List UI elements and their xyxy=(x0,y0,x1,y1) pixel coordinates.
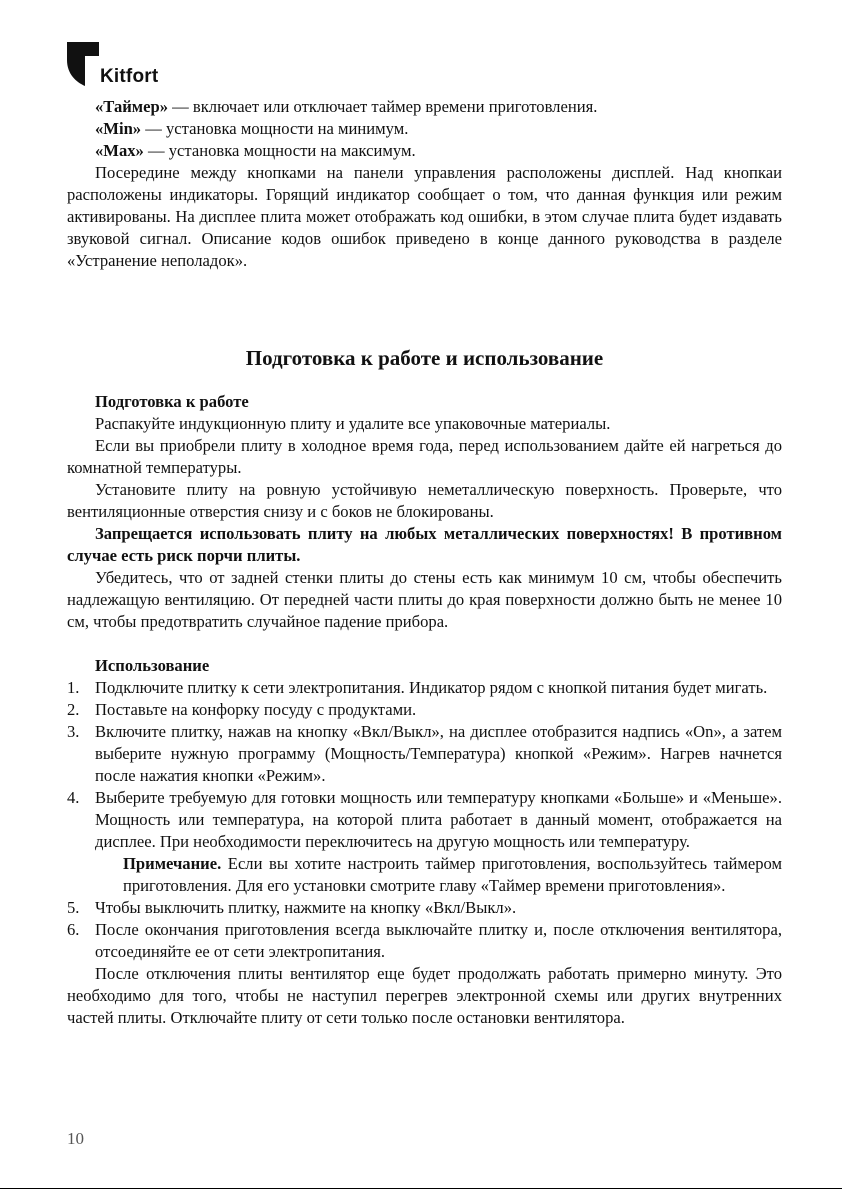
step-text: Чтобы выключить плитку, нажмите на кнопку «Вкл/Выкл». xyxy=(95,898,517,917)
note-text: Если вы хотите настроить таймер приготовления, воспользуйтесь таймером приготовления. Для его установки смотрите главу «Таймер времени приготовления». xyxy=(123,854,782,895)
step-item xyxy=(67,699,782,721)
step-item xyxy=(67,787,782,897)
min-term: «Min» xyxy=(95,119,142,138)
document-body xyxy=(67,96,782,1029)
step-number: 2. xyxy=(67,700,80,719)
max-term: «Max» xyxy=(95,141,144,160)
timer-term: «Таймер» xyxy=(95,97,169,116)
step-text: После окончания приготовления всегда выключайте плитку и, после отключения вентилятора, отсоединяйте ее от сети электропитания. xyxy=(95,920,782,961)
step-number: 6. xyxy=(67,920,80,939)
brand-mark-icon xyxy=(67,42,99,86)
min-text: — установка мощности на минимум. xyxy=(141,119,409,138)
min-line xyxy=(67,118,782,140)
step-item xyxy=(67,677,782,699)
prep-heading: Подготовка к работе xyxy=(95,392,249,411)
usage-steps xyxy=(67,677,782,963)
prep-paragraph-2: Если вы приобрели плиту в холодное время года, перед использованием дайте ей нагреться до комнатной температуры. xyxy=(67,436,782,477)
max-line xyxy=(67,140,782,162)
section-title: Подготовка к работе и использование xyxy=(245,346,604,370)
step-text: Выберите требуемую для готовки мощность или температуру кнопками «Больше» и «Меньше». Мощность или температура, на которой плита работает в данный момент, отображается на дисплее. При необходимости переключитесь на другую мощность или температуру. xyxy=(95,788,782,851)
use-heading: Использование xyxy=(95,656,210,675)
step-text: Включите плитку, нажав на кнопку «Вкл/Выкл», на дисплее отобразится надпись «On», а затем выберите нужную программу (Мощность/Температура) кнопкой «Режим». Нагрев начнется после нажатия кнопки «Режим». xyxy=(95,722,782,785)
bottom-divider xyxy=(0,1188,842,1189)
note-paragraph xyxy=(95,853,782,897)
step-number: 4. xyxy=(67,788,80,807)
step-text: Подключите плитку к сети электропитания. Индикатор рядом с кнопкой питания будет мигать. xyxy=(95,678,768,697)
note-label: Примечание. xyxy=(123,854,222,873)
spacer xyxy=(67,633,782,655)
final-paragraph: После отключения плиты вентилятор еще будет продолжать работать примерно минуту. Это необходимо для того, чтобы не наступил перегрев электронной схемы или других внутренних частей плиты. Отключайте плиту от сети только после остановки вентилятора. xyxy=(67,964,782,1027)
step-item xyxy=(67,721,782,787)
step-number: 1. xyxy=(67,678,80,697)
max-text: — установка мощности на максимум. xyxy=(143,141,416,160)
timer-line xyxy=(67,96,782,118)
step-text: Поставьте на конфорку посуду с продуктами. xyxy=(95,700,417,719)
prep-paragraph-1: Распакуйте индукционную плиту и удалите все упаковочные материалы. xyxy=(95,414,611,433)
display-paragraph: Посередине между кнопками на панели управления расположены дисплей. Над кнопкаи расположены индикаторы. Горящий индикатор сообщает о том, что данная функция или режим активированы. На дисплее плита может отображать код ошибки, в этом случае плита будет издавать звуковой сигнал. Описание кодов ошибок приведено в конце данного руководства в разделе «Устранение неполадок». xyxy=(67,163,782,270)
page-number: 10 xyxy=(67,1129,84,1148)
step-item xyxy=(67,919,782,963)
prep-warning: Запрещается использовать плиту на любых металлических поверхностях! В противном случае есть риск порчи плиты. xyxy=(67,524,782,565)
timer-text: — включает или отключает таймер времени приготовления. xyxy=(168,97,598,116)
step-number: 3. xyxy=(67,722,80,741)
prep-paragraph-4: Убедитесь, что от задней стенки плиты до стены есть как минимум 10 см, чтобы обеспечить надлежащую вентиляцию. От передней части плиты до края поверхности должно быть не менее 10 см, чтобы предотвратить случайное падение прибора. xyxy=(67,568,782,631)
step-number: 5. xyxy=(67,898,80,917)
step-item xyxy=(67,897,782,919)
prep-paragraph-3: Установите плиту на ровную устойчивую неметаллическую поверхность. Проверьте, что вентиляционные отверстия снизу и с боков не блокированы. xyxy=(67,480,782,521)
brand-name: Kitfort xyxy=(100,66,159,87)
brand-logo xyxy=(67,42,158,86)
